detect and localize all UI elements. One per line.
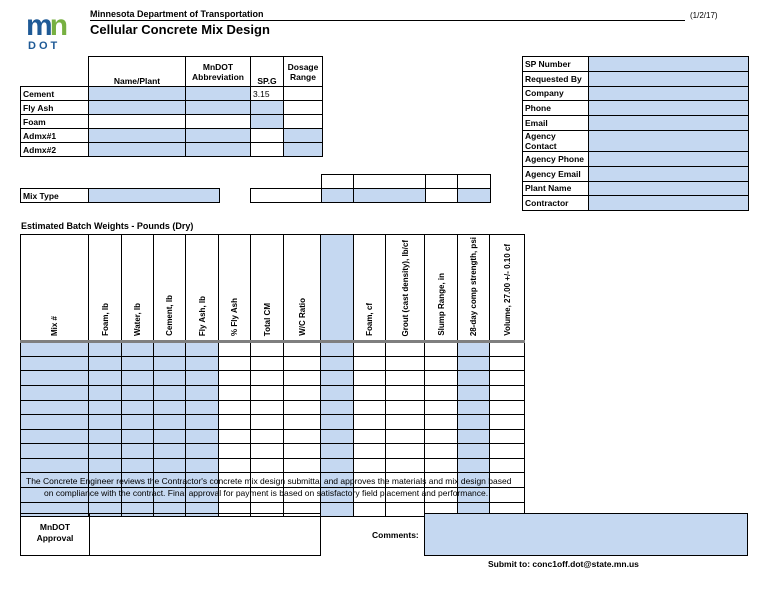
flyash-name-field[interactable] xyxy=(89,101,186,115)
batch-cell-r2-c3[interactable] xyxy=(154,371,186,386)
mndot-logo xyxy=(26,9,76,54)
page-title: Cellular Concrete Mix Design xyxy=(90,22,270,37)
info-field-plant-name[interactable] xyxy=(589,181,749,196)
batch-col-label-10: Grout (cast density), lb/cf xyxy=(400,239,410,337)
table-row xyxy=(21,429,525,444)
batch-cell-r4-c4[interactable] xyxy=(186,400,219,415)
batch-cell-r2-c1[interactable] xyxy=(89,371,122,386)
materials-table xyxy=(20,56,323,157)
batch-cell-r7-c0[interactable] xyxy=(21,444,89,459)
batch-cell-r1-c8[interactable] xyxy=(321,356,354,371)
project-info-table xyxy=(522,56,749,211)
table-row xyxy=(21,415,525,430)
batch-cell-r5-c5[interactable] xyxy=(219,415,251,430)
aux-bottom-2[interactable] xyxy=(354,189,426,203)
mix-type-table xyxy=(20,188,220,203)
batch-col-header-9 xyxy=(354,235,386,342)
batch-cell-r7-c4[interactable] xyxy=(186,444,219,459)
batch-cell-r1-c4[interactable] xyxy=(186,356,219,371)
batch-cell-r0-c7[interactable] xyxy=(284,342,321,357)
table-row xyxy=(21,371,525,386)
batch-col-header-1 xyxy=(89,235,122,342)
batch-cell-r8-c11[interactable] xyxy=(425,458,458,473)
batch-cell-r0-c5[interactable] xyxy=(219,342,251,357)
info-field-phone[interactable] xyxy=(589,101,749,116)
batch-cell-r4-c8[interactable] xyxy=(321,400,354,415)
batch-cell-r5-c10[interactable] xyxy=(386,415,425,430)
admx2-abbrev-field[interactable] xyxy=(186,143,251,157)
batch-cell-r0-c9[interactable] xyxy=(354,342,386,357)
batch-cell-r0-c3[interactable] xyxy=(154,342,186,357)
batch-col-label-4: Fly Ash, lb xyxy=(197,295,207,337)
aux-bottom-3[interactable] xyxy=(426,189,458,203)
info-label-agency-phone: Agency Phone xyxy=(523,151,589,166)
aux-bottom-0[interactable] xyxy=(251,189,322,203)
approval-note-line2: on compliance with the contract. Final approval for payment is based on satisfactory field placement and performance. xyxy=(44,488,489,498)
info-field-agency-contact[interactable] xyxy=(589,130,749,151)
batch-col-label-13: Volume, 27.00 +/- 0.10 cf xyxy=(502,244,512,337)
info-label-company: Company xyxy=(523,86,589,101)
approval-label: MnDOT Approval xyxy=(36,522,74,543)
batch-cell-r2-c5[interactable] xyxy=(219,371,251,386)
admx1-name-field[interactable] xyxy=(89,129,186,143)
batch-cell-r8-c3[interactable] xyxy=(154,458,186,473)
batch-cell-r11-c10[interactable] xyxy=(386,502,425,517)
batch-cell-r7-c1[interactable] xyxy=(89,444,122,459)
info-label-agency-email: Agency Email xyxy=(523,166,589,181)
batch-cell-r1-c9[interactable] xyxy=(354,356,386,371)
batch-cell-r10-c13[interactable] xyxy=(490,488,525,503)
batch-cell-r7-c8[interactable] xyxy=(321,444,354,459)
batch-cell-r5-c6[interactable] xyxy=(251,415,284,430)
batch-cell-r2-c4[interactable] xyxy=(186,371,219,386)
batch-cell-r11-c8[interactable] xyxy=(321,502,354,517)
foam-name-field[interactable] xyxy=(89,115,186,129)
batch-cell-r5-c7[interactable] xyxy=(284,415,321,430)
batch-cell-r7-c3[interactable] xyxy=(154,444,186,459)
approval-note-line1: The Concrete Engineer reviews the Contractor's concrete mix design submittal and approves the materials and mix design based xyxy=(26,476,512,486)
batch-cell-r4-c6[interactable] xyxy=(251,400,284,415)
batch-col-label-9: Foam, cf xyxy=(365,303,374,337)
aux-top-3[interactable] xyxy=(426,175,458,189)
foam-dosage-field[interactable] xyxy=(284,115,323,129)
batch-col-header-0 xyxy=(21,235,89,342)
admx1-spg-field[interactable] xyxy=(251,129,284,143)
batch-cell-r8-c12[interactable] xyxy=(458,458,490,473)
batch-cell-r8-c13[interactable] xyxy=(490,458,525,473)
batch-cell-r5-c1[interactable] xyxy=(89,415,122,430)
batch-col-header-4 xyxy=(186,235,219,342)
batch-col-label-7: W/C Ratio xyxy=(297,298,307,337)
row-label-foam: Foam xyxy=(21,115,89,129)
batch-cell-r5-c9[interactable] xyxy=(354,415,386,430)
batch-cell-r4-c0[interactable] xyxy=(21,400,89,415)
cement-name-field[interactable] xyxy=(89,87,186,101)
batch-cell-r0-c0[interactable] xyxy=(21,342,89,357)
batch-cell-r2-c11[interactable] xyxy=(425,371,458,386)
batch-cell-r0-c13[interactable] xyxy=(490,342,525,357)
batch-cell-r2-c9[interactable] xyxy=(354,371,386,386)
batch-cell-r3-c13[interactable] xyxy=(490,385,525,400)
batch-col-header-6 xyxy=(251,235,284,342)
batch-cell-r7-c11[interactable] xyxy=(425,444,458,459)
batch-col-label-2: Water, lb xyxy=(133,303,142,337)
batch-cell-r4-c1[interactable] xyxy=(89,400,122,415)
batch-cell-r1-c5[interactable] xyxy=(219,356,251,371)
batch-cell-r2-c13[interactable] xyxy=(490,371,525,386)
row-label-fly-ash: Fly Ash xyxy=(21,101,89,115)
info-label-phone: Phone xyxy=(523,101,589,116)
batch-cell-r1-c3[interactable] xyxy=(154,356,186,371)
col-mndot-abbreviation: MnDOT Abbreviation xyxy=(186,57,251,87)
batch-cell-r2-c10[interactable] xyxy=(386,371,425,386)
batch-cell-r4-c2[interactable] xyxy=(122,400,154,415)
batch-cell-r3-c2[interactable] xyxy=(122,385,154,400)
comments-label: Comments: xyxy=(372,530,419,540)
batch-cell-r4-c12[interactable] xyxy=(458,400,490,415)
batch-weights-table xyxy=(20,234,525,517)
batch-cell-r1-c10[interactable] xyxy=(386,356,425,371)
admx2-spg-field[interactable] xyxy=(251,143,284,157)
cement-abbrev-field[interactable] xyxy=(186,87,251,101)
batch-cell-r1-c12[interactable] xyxy=(458,356,490,371)
table-row xyxy=(21,356,525,371)
cement-spg-field[interactable]: 3.15 xyxy=(251,87,284,101)
batch-col-label-5: % Fly Ash xyxy=(230,298,239,337)
info-field-agency-phone[interactable] xyxy=(589,151,749,166)
batch-cell-r1-c7[interactable] xyxy=(284,356,321,371)
batch-col-header-11 xyxy=(425,235,458,342)
batch-cell-r1-c1[interactable] xyxy=(89,356,122,371)
batch-cell-r7-c9[interactable] xyxy=(354,444,386,459)
batch-cell-r6-c6[interactable] xyxy=(251,429,284,444)
version-date: (1/2/17) xyxy=(690,11,718,20)
batch-cell-r8-c7[interactable] xyxy=(284,458,321,473)
batch-cell-r6-c8[interactable] xyxy=(321,429,354,444)
batch-cell-r1-c6[interactable] xyxy=(251,356,284,371)
flyash-abbrev-field[interactable] xyxy=(186,101,251,115)
table-row xyxy=(21,385,525,400)
info-label-sp-number: SP Number xyxy=(523,57,589,72)
info-label-agency-contact: Agency Contact xyxy=(523,130,589,151)
batch-cell-r0-c4[interactable] xyxy=(186,342,219,357)
batch-col-header-10 xyxy=(386,235,425,342)
batch-cell-r2-c7[interactable] xyxy=(284,371,321,386)
batch-cell-r4-c7[interactable] xyxy=(284,400,321,415)
col-dosage-range: Dosage Range xyxy=(284,57,323,87)
aux-bottom-4[interactable] xyxy=(458,189,491,203)
batch-cell-r3-c9[interactable] xyxy=(354,385,386,400)
logo-text: DOT xyxy=(28,40,61,52)
batch-cell-r3-c5[interactable] xyxy=(219,385,251,400)
batch-cell-r5-c2[interactable] xyxy=(122,415,154,430)
batch-cell-r6-c5[interactable] xyxy=(219,429,251,444)
table-row xyxy=(21,458,525,473)
batch-cell-r0-c8[interactable] xyxy=(321,342,354,357)
batch-col-header-2 xyxy=(122,235,154,342)
batch-cell-r6-c1[interactable] xyxy=(89,429,122,444)
info-field-requested-by[interactable] xyxy=(589,71,749,86)
batch-cell-r3-c10[interactable] xyxy=(386,385,425,400)
batch-title: Estimated Batch Weights - Pounds (Dry) xyxy=(21,221,194,231)
batch-col-header-7 xyxy=(284,235,321,342)
mix-type-field[interactable] xyxy=(89,189,220,203)
batch-cell-r3-c4[interactable] xyxy=(186,385,219,400)
batch-col-header-5 xyxy=(219,235,251,342)
batch-cell-r0-c10[interactable] xyxy=(386,342,425,357)
batch-col-label-1: Foam, lb xyxy=(100,303,110,337)
logo-mark: mn xyxy=(26,9,66,42)
aux-top-4[interactable] xyxy=(458,175,491,189)
batch-cell-r6-c3[interactable] xyxy=(154,429,186,444)
admx1-dosage-field[interactable] xyxy=(284,129,323,143)
batch-cell-r5-c0[interactable] xyxy=(21,415,89,430)
batch-cell-r5-c13[interactable] xyxy=(490,415,525,430)
batch-cell-r0-c2[interactable] xyxy=(122,342,154,357)
info-label-requested-by: Requested By xyxy=(523,71,589,86)
batch-cell-r5-c12[interactable] xyxy=(458,415,490,430)
batch-cell-r0-c12[interactable] xyxy=(458,342,490,357)
admx1-abbrev-field[interactable] xyxy=(186,129,251,143)
batch-cell-r6-c4[interactable] xyxy=(186,429,219,444)
batch-cell-r7-c6[interactable] xyxy=(251,444,284,459)
table-row xyxy=(21,444,525,459)
batch-cell-r6-c7[interactable] xyxy=(284,429,321,444)
batch-cell-r5-c11[interactable] xyxy=(425,415,458,430)
aux-top-2[interactable] xyxy=(354,175,426,189)
batch-cell-r1-c0[interactable] xyxy=(21,356,89,371)
col-spg: SP.G xyxy=(251,57,284,87)
batch-cell-r8-c0[interactable] xyxy=(21,458,89,473)
batch-cell-r5-c3[interactable] xyxy=(154,415,186,430)
batch-cell-r0-c11[interactable] xyxy=(425,342,458,357)
batch-cell-r11-c9[interactable] xyxy=(354,502,386,517)
batch-cell-r4-c3[interactable] xyxy=(154,400,186,415)
row-label-admx2: Admx#2 xyxy=(21,143,89,157)
approval-box xyxy=(20,513,321,556)
batch-col-label-6: Total CM xyxy=(262,302,272,337)
batch-col-header-12 xyxy=(458,235,490,342)
cement-dosage-field[interactable] xyxy=(284,87,323,101)
batch-col-label-11: Slump Range, in xyxy=(436,273,446,337)
batch-cell-r4-c5[interactable] xyxy=(219,400,251,415)
info-label-email: Email xyxy=(523,116,589,131)
batch-cell-r7-c12[interactable] xyxy=(458,444,490,459)
col-name-plant: Name/Plant xyxy=(89,57,186,87)
admx2-name-field[interactable] xyxy=(89,143,186,157)
batch-cell-r3-c7[interactable] xyxy=(284,385,321,400)
batch-cell-r7-c2[interactable] xyxy=(122,444,154,459)
info-field-agency-email[interactable] xyxy=(589,166,749,181)
batch-cell-r2-c0[interactable] xyxy=(21,371,89,386)
foam-abbrev-field[interactable] xyxy=(186,115,251,129)
batch-cell-r6-c0[interactable] xyxy=(21,429,89,444)
row-label-cement: Cement xyxy=(21,87,89,101)
batch-cell-r2-c12[interactable] xyxy=(458,371,490,386)
batch-cell-r7-c10[interactable] xyxy=(386,444,425,459)
batch-cell-r1-c11[interactable] xyxy=(425,356,458,371)
batch-cell-r6-c9[interactable] xyxy=(354,429,386,444)
aux-bottom-1[interactable] xyxy=(322,189,354,203)
batch-cell-r5-c8[interactable] xyxy=(321,415,354,430)
batch-col-label-3: Cement, lb xyxy=(165,295,174,337)
batch-cell-r0-c6[interactable] xyxy=(251,342,284,357)
batch-cell-r3-c12[interactable] xyxy=(458,385,490,400)
batch-cell-r2-c6[interactable] xyxy=(251,371,284,386)
batch-cell-r1-c13[interactable] xyxy=(490,356,525,371)
batch-cell-r6-c10[interactable] xyxy=(386,429,425,444)
info-field-sp-number[interactable] xyxy=(589,57,749,72)
batch-cell-r8-c5[interactable] xyxy=(219,458,251,473)
batch-cell-r3-c11[interactable] xyxy=(425,385,458,400)
batch-cell-r2-c2[interactable] xyxy=(122,371,154,386)
batch-col-label-12: 28-day comp strength, psi xyxy=(469,237,478,337)
table-row xyxy=(21,400,525,415)
batch-cell-r3-c8[interactable] xyxy=(321,385,354,400)
mix-type-label: Mix Type xyxy=(21,189,89,203)
batch-cell-r4-c10[interactable] xyxy=(386,400,425,415)
batch-cell-r3-c6[interactable] xyxy=(251,385,284,400)
aux-top-1[interactable] xyxy=(322,175,354,189)
batch-cell-r8-c1[interactable] xyxy=(89,458,122,473)
info-field-contractor[interactable] xyxy=(589,196,749,211)
info-field-email[interactable] xyxy=(589,116,749,131)
comments-field[interactable] xyxy=(424,513,748,556)
batch-cell-r8-c8[interactable] xyxy=(321,458,354,473)
submit-to-text: Submit to: conc1off.dot@state.mn.us xyxy=(488,559,639,569)
approval-field[interactable] xyxy=(90,514,320,555)
batch-cell-r7-c5[interactable] xyxy=(219,444,251,459)
batch-cell-r6-c11[interactable] xyxy=(425,429,458,444)
batch-cell-r6-c13[interactable] xyxy=(490,429,525,444)
batch-cell-r4-c11[interactable] xyxy=(425,400,458,415)
info-label-plant-name: Plant Name xyxy=(523,181,589,196)
batch-cell-r3-c3[interactable] xyxy=(154,385,186,400)
flyash-spg-field[interactable] xyxy=(251,101,284,115)
batch-cell-r3-c0[interactable] xyxy=(21,385,89,400)
table-row xyxy=(21,342,525,357)
info-label-contractor: Contractor xyxy=(523,196,589,211)
batch-cell-r6-c12[interactable] xyxy=(458,429,490,444)
batch-cell-r4-c9[interactable] xyxy=(354,400,386,415)
batch-cell-r1-c2[interactable] xyxy=(122,356,154,371)
admx2-dosage-field[interactable] xyxy=(284,143,323,157)
flyash-dosage-field[interactable] xyxy=(284,101,323,115)
batch-cell-r3-c1[interactable] xyxy=(89,385,122,400)
mix-aux-table xyxy=(250,174,491,203)
batch-cell-r7-c7[interactable] xyxy=(284,444,321,459)
info-field-company[interactable] xyxy=(589,86,749,101)
batch-cell-r2-c8[interactable] xyxy=(321,371,354,386)
row-label-admx1: Admx#1 xyxy=(21,129,89,143)
batch-cell-r8-c6[interactable] xyxy=(251,458,284,473)
batch-cell-r6-c2[interactable] xyxy=(122,429,154,444)
batch-cell-r4-c13[interactable] xyxy=(490,400,525,415)
batch-cell-r8-c9[interactable] xyxy=(354,458,386,473)
batch-col-header-13 xyxy=(490,235,525,342)
batch-cell-r8-c10[interactable] xyxy=(386,458,425,473)
batch-cell-r8-c2[interactable] xyxy=(122,458,154,473)
org-name: Minnesota Department of Transportation xyxy=(90,9,264,19)
batch-cell-r8-c4[interactable] xyxy=(186,458,219,473)
foam-spg-field[interactable] xyxy=(251,115,284,129)
batch-cell-r7-c13[interactable] xyxy=(490,444,525,459)
batch-col-header-8 xyxy=(321,235,354,342)
batch-cell-r0-c1[interactable] xyxy=(89,342,122,357)
batch-col-label-0: Mix # xyxy=(50,316,59,337)
batch-cell-r5-c4[interactable] xyxy=(186,415,219,430)
header-rule xyxy=(90,20,685,21)
batch-col-header-3 xyxy=(154,235,186,342)
